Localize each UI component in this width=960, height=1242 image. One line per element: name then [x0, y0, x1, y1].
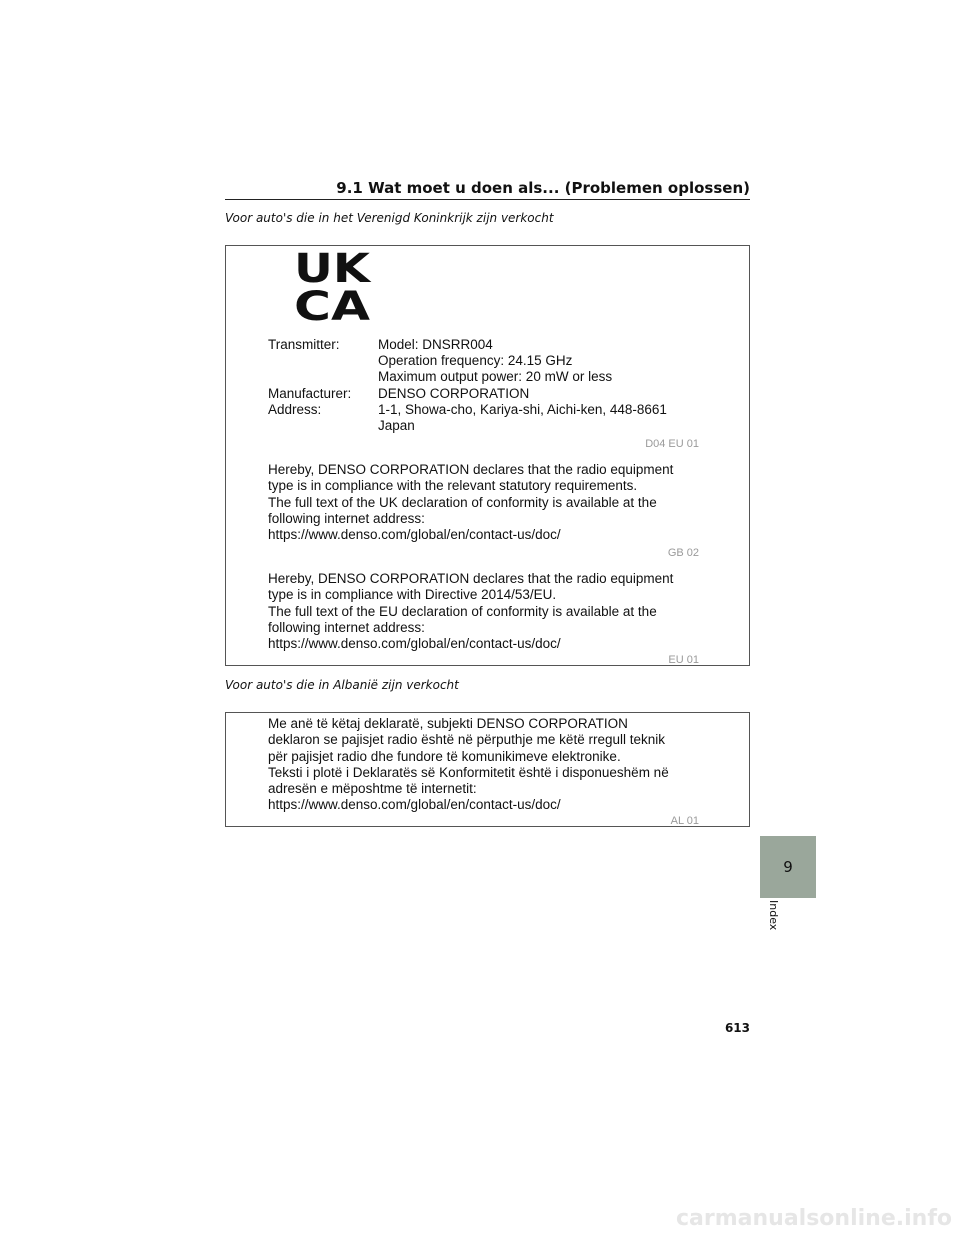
al-declaration-code: AL 01	[670, 815, 699, 827]
uk-section-caption: Voor auto's die in het Verenigd Koninkrijk zijn verkocht	[225, 211, 554, 225]
uk-declaration-box	[225, 245, 750, 666]
spec-value: Maximum output power: 20 mW or less	[378, 369, 613, 384]
text-line: Hereby, DENSO CORPORATION declares that the radio equipment	[268, 571, 674, 586]
text-line: following internet address:	[268, 510, 425, 526]
eu-declaration-text	[268, 571, 708, 652]
text-line: The full text of the UK declaration of conformity is available at the	[268, 494, 657, 510]
text-line: Hereby, DENSO CORPORATION declares that the radio equipment	[268, 462, 674, 477]
spec-value: Operation frequency: 24.15 GHz	[378, 353, 573, 368]
header-rule	[225, 199, 750, 200]
text-line: https://www.denso.com/global/en/contact-us/doc/	[268, 797, 561, 813]
spec-label: Address:	[268, 402, 322, 417]
text-line: The full text of the EU declaration of conformity is available at the	[268, 603, 657, 619]
al-declaration-text	[268, 716, 708, 814]
chapter-tab[interactable]: 9	[760, 836, 816, 898]
uk-declaration-code: GB 02	[667, 547, 699, 559]
text-line: Me anë të këtaj deklaratë, subjekti DENSO CORPORATION	[268, 716, 628, 731]
text-line: për pajisjet radio dhe fundore të komunikimeve elektronike.	[268, 748, 621, 764]
text-line: type is in compliance with Directive 2014/53/EU.	[268, 587, 557, 603]
text-line: deklaron se pajisjet radio është në përputhje me këtë rregull teknik	[268, 732, 665, 748]
spec-code: D04 EU 01	[645, 438, 699, 450]
spec-value: 1-1, Showa-cho, Kariya-shi, Aichi-ken, 448-8661	[378, 402, 667, 417]
uk-declaration-text	[268, 462, 708, 543]
page-number: 613	[724, 1021, 750, 1035]
text-line: adresën e mëposhtme të internetit:	[268, 781, 477, 797]
al-section-caption: Voor auto's die in Albanië zijn verkocht	[225, 678, 459, 692]
text-line: https://www.denso.com/global/en/contact-us/doc/	[268, 636, 561, 652]
spec-label: Manufacturer:	[268, 386, 352, 401]
ukca-logo-line-ca: CA	[294, 284, 371, 321]
text-line: following internet address:	[268, 619, 425, 635]
text-line: Teksti i plotë i Deklaratës së Konformitetit është i disponueshëm në	[268, 764, 669, 780]
al-declaration-box	[225, 712, 750, 827]
spec-value: DENSO CORPORATION	[378, 386, 530, 401]
text-line: type is in compliance with the relevant statutory requirements.	[268, 478, 638, 494]
text-line: https://www.denso.com/global/en/contact-us/doc/	[268, 527, 561, 543]
ukca-logo	[294, 249, 374, 321]
spec-value: Model: DNSRR004	[378, 337, 493, 352]
spec-label: Transmitter:	[268, 337, 340, 352]
watermark: carmanualsonline.info	[676, 1206, 952, 1231]
ukca-logo-line-uk: UK	[294, 249, 373, 292]
eu-declaration-code: EU 01	[668, 654, 699, 666]
index-tab-label[interactable]: Index	[767, 900, 780, 931]
spec-value: Japan	[378, 418, 415, 433]
page-header-title: 9.1 Wat moet u doen als... (Problemen oplossen)	[336, 179, 750, 197]
